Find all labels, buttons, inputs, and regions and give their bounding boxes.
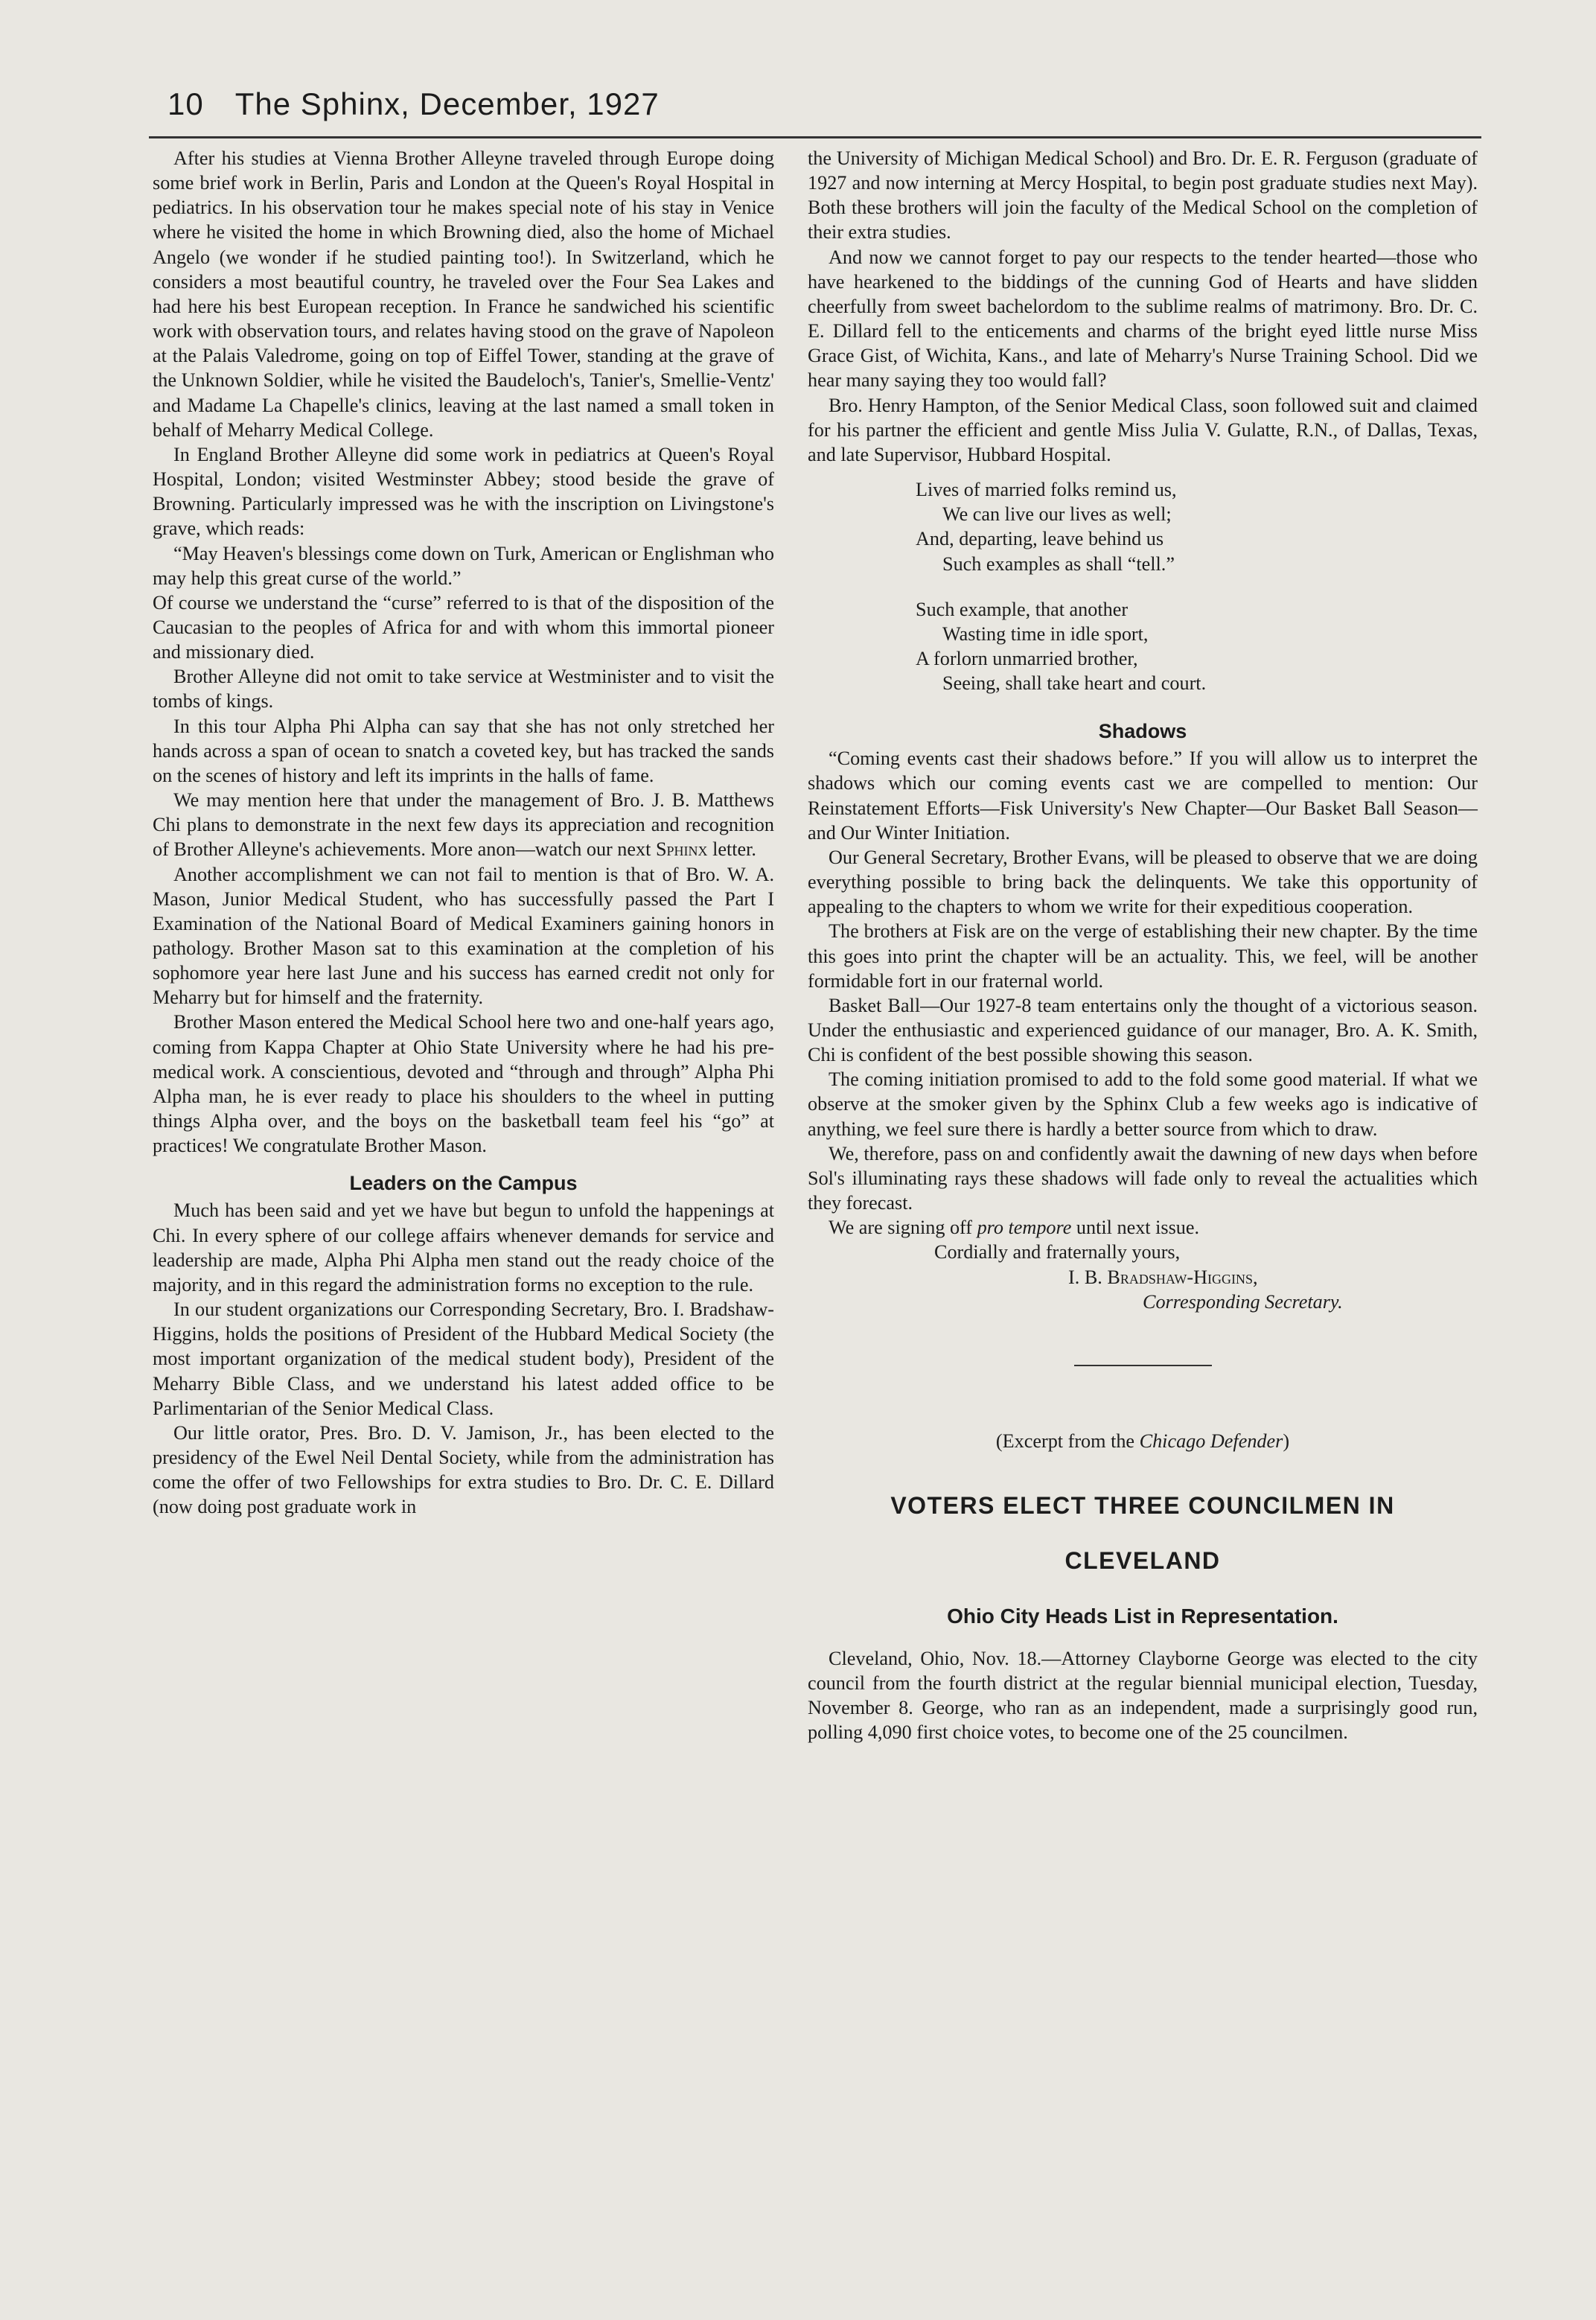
paragraph: Of course we understand the “curse” referred to is that of the disposition of the Caucasian to the peoples of Africa for and with whom this immortal pioneer and missionary died. [153,591,774,663]
left-column [153,146,774,1519]
section-heading-shadows: Shadows [1098,720,1187,743]
source-name: Chicago Defender [1139,1430,1283,1452]
poem-line: Lives of married folks remind us, [916,479,1177,501]
news-paragraph: Cleveland, Ohio, Nov. 18.—Attorney Clayborne George was elected to the city council from the fourth district at the regular biennial municipal election, Tuesday, November 8. George, who ran as an independent, made a surprisingly good run, polling 4,090 first choice votes, to become one of the 25 councilmen. [808,1647,1478,1744]
text-run: letter. [707,838,756,861]
paragraph: The brothers at Fisk are on the verge of establishing their new chapter. By the time this goes into print the chapter will be an actuality. This, we feel, will be another formidable fort in our fraternal world. [808,920,1478,992]
paragraph: In our student organizations our Corresponding Secretary, Bro. I. Bradshaw-Higgins, holds the positions of President of the Hubbard Medical Society (the most important organization of the medical student body), President of the Meharry Bible Class, and we understand his latest added office to be Parlimentarian of the Senior Medical Class. [153,1298,774,1419]
paragraph: Our General Secretary, Brother Evans, will be pleased to observe that we are doing everything possible to bring back the delinquents. We take this opportunity of appealing to the chapters to whom we write for their expeditious cooperation. [808,846,1478,918]
paragraph: In this tour Alpha Phi Alpha can say that she has not only stretched her hands across a span of ocean to snatch a coveted key, but has tracked the sands on the scenes of history and left its imprints in the halls of fame. [153,715,774,786]
text-run: until next issue. [1071,1217,1200,1239]
poem-line: Wasting time in idle sport, [942,622,1149,645]
poem-line: Such example, that another [916,598,1129,620]
signer-surname: Bradshaw-Higgins, [1107,1266,1258,1288]
paragraph: Brother Alleyne did not omit to take service at Westminister and to visit the tombs of kings. [153,666,774,713]
sphinx-small-caps: Sphinx [655,838,708,861]
italic-phrase: pro tempore [977,1217,1072,1239]
paragraph: “Coming events cast their shadows before.” If you will allow us to interpret the shadows which our coming events cast we are compelled to mention: Our Reinstatement Efforts—Fisk University's New Chapter—Our Basket Ball Season—and Our Winter Initiation. [808,748,1478,844]
headline-line: CLEVELAND [1064,1546,1221,1574]
section-heading-leaders: Leaders on the Campus [349,1172,578,1195]
paragraph: We, therefore, pass on and confidently await the dawning of new days when before Sol's illuminating rays these shadows will fade only to reveal the actualities which they forecast. [808,1142,1478,1214]
paragraph: Basket Ball—Our 1927-8 team entertains only the thought of a victorious season. Under the enthusiastic and experienced guidance of our manager, Bro. A. K. Smith, Chi is confident of the best possible showing this season. [808,994,1478,1066]
poem-stanza [916,597,1478,696]
poem-line: Such examples as shall “tell.” [942,552,1175,575]
section-divider [1074,1365,1212,1366]
paragraph: Our little orator, Pres. Bro. D. V. Jamison, Jr., has been elected to the presidency of the Ewel Neil Dental Society, while from the administration has come the offer of two Fellowships for extra studies to Bro. Dr. C. E. Dillard (now doing post graduate work in [153,1421,774,1518]
paragraph: In England Brother Alleyne did some work in pediatrics at Queen's Royal Hospital, London; visited Westminster Abbey; stood beside the grave of Browning. Particularly impressed was he with the inscription on Livingstone's grave, which reads: [153,443,774,540]
news-subheadline: Ohio City Heads List in Representation. [947,1604,1338,1628]
paragraph [808,1215,1478,1240]
publication-title: The Sphinx, December, 1927 [234,86,660,121]
text-run: (Excerpt from the [995,1430,1140,1452]
paragraph: And now we cannot forget to pay our respects to the tender hearted—those who have hearkened to the biddings of the cunning God of Hearts and have slidden cheerfully from sweet bachelordom to the sublime realms of matrimony. Bro. Dr. C. E. Dillard fell to the enticements and charms of the bright eyed little nurse Miss Grace Gist, of Wichita, Kans., and late of Meharry's Nurse Training School. Did we hear many saying they too would fall? [808,246,1478,392]
poem-line: Seeing, shall take heart and court. [942,672,1207,695]
text-run: We are signing off [829,1217,977,1239]
paragraph: Bro. Henry Hampton, of the Senior Medical Class, soon followed suit and claimed for his partner the efficient and gentle Miss Julia V. Gulatte, R.N., of Dallas, Texas, and late Supervisor, Hubbard Hospital. [808,394,1478,465]
paragraph: Brother Mason entered the Medical School here two and one-half years ago, coming from Kappa Chapter at Ohio State University where he had his pre-medical work. A conscientious, devoted and “through and through” Alpha Phi Alpha man, he is ever ready to place his shoulders to the wheel in putting things Alpha over, and the boys on the basketball team feel his “go” at practices! We congratulate Brother Mason. [153,1011,774,1157]
paragraph [153,788,774,861]
signer-name [808,1265,1478,1290]
header-rule [149,136,1481,138]
closing-line: Cordially and fraternally yours, [934,1241,1181,1263]
headline-line: VOTERS ELECT THREE COUNCILMEN IN [890,1491,1395,1519]
news-headline [808,1478,1478,1588]
poem [916,477,1478,695]
poem-stanza [916,477,1478,576]
paragraph: the University of Michigan Medical School) and Bro. Dr. E. R. Ferguson (graduate of 1927 and now interning at Mercy Hospital, to begin post graduate studies next May). Both these brothers will join the faculty of the Medical School on the completion of their extra studies. [808,147,1478,243]
text-run: ) [1283,1430,1290,1452]
page-number: 10 [167,86,204,121]
poem-line: And, departing, leave behind us [916,528,1164,550]
paragraph: After his studies at Vienna Brother Alleyne traveled through Europe doing some brief work in Berlin, Paris and London at the Queen's Royal Hospital in pediatrics. In his observation tour he makes special note of his stay in Venice where he visited the home in which Browning died, also the home of Michael Angelo (we wonder if he studied painting too!). In Switzerland, which he considers a most beautiful country, he traveled over the Four Sea Lakes and had here his best European reception. In France he sandwiched his scientific work with observation tours, and relates having stood on the grave of Napoleon at the Palais Valedrome, going on top of Eiffel Tower, standing at the grave of the Unknown Soldier, while he visited the Baudeloch's, Tanier's, Smellie-Ventz' and Madame La Chapelle's clinics, leaving at the last named a small token in behalf of Meharry Medical College. [153,147,774,441]
paragraph: Much has been said and yet we have but begun to unfold the happenings at Chi. In every sphere of our college affairs whenever demands for service and leadership are made, Alpha Phi Alpha men stand out the ready choice of the majority, and in this regard the administration forms no exception to the rule. [153,1199,774,1296]
signer-title: Corresponding Secretary. [1143,1290,1343,1313]
text-run: We may mention here that under the management of Bro. J. B. Matthews Chi plans to demonstrate in the next few days its appreciation and recognition of Brother Alleyne's achievements. More anon—watch our next [153,789,774,861]
signature-block [808,1240,1478,1313]
excerpt-credit [808,1430,1478,1453]
right-column [808,146,1478,1745]
paragraph: The coming initiation promised to add to the fold some good material. If what we observe at the smoker given by the Sphinx Club a few weeks ago is indicative of anything, we feel sure there is hardly a better source from which to draw. [808,1068,1478,1140]
signer-initials: I. B. [1068,1266,1108,1288]
paragraph: Another accomplishment we can not fail to mention is that of Bro. W. A. Mason, Junior Medical Student, who has successfully passed the Part I Examination of the National Board of Medical Examiners gaining honors in pathology. Brother Mason sat to this examination at the completion of his sophomore year here last June and his success has earned credit not only for Meharry but for himself and the fraternity. [153,863,774,1009]
quotation: “May Heaven's blessings come down on Turk, American or Englishman who may help this great curse of the world.” [153,542,774,589]
running-head [167,86,1493,122]
poem-line: A forlorn unmarried brother, [916,647,1138,669]
poem-line: We can live our lives as well; [942,503,1172,526]
